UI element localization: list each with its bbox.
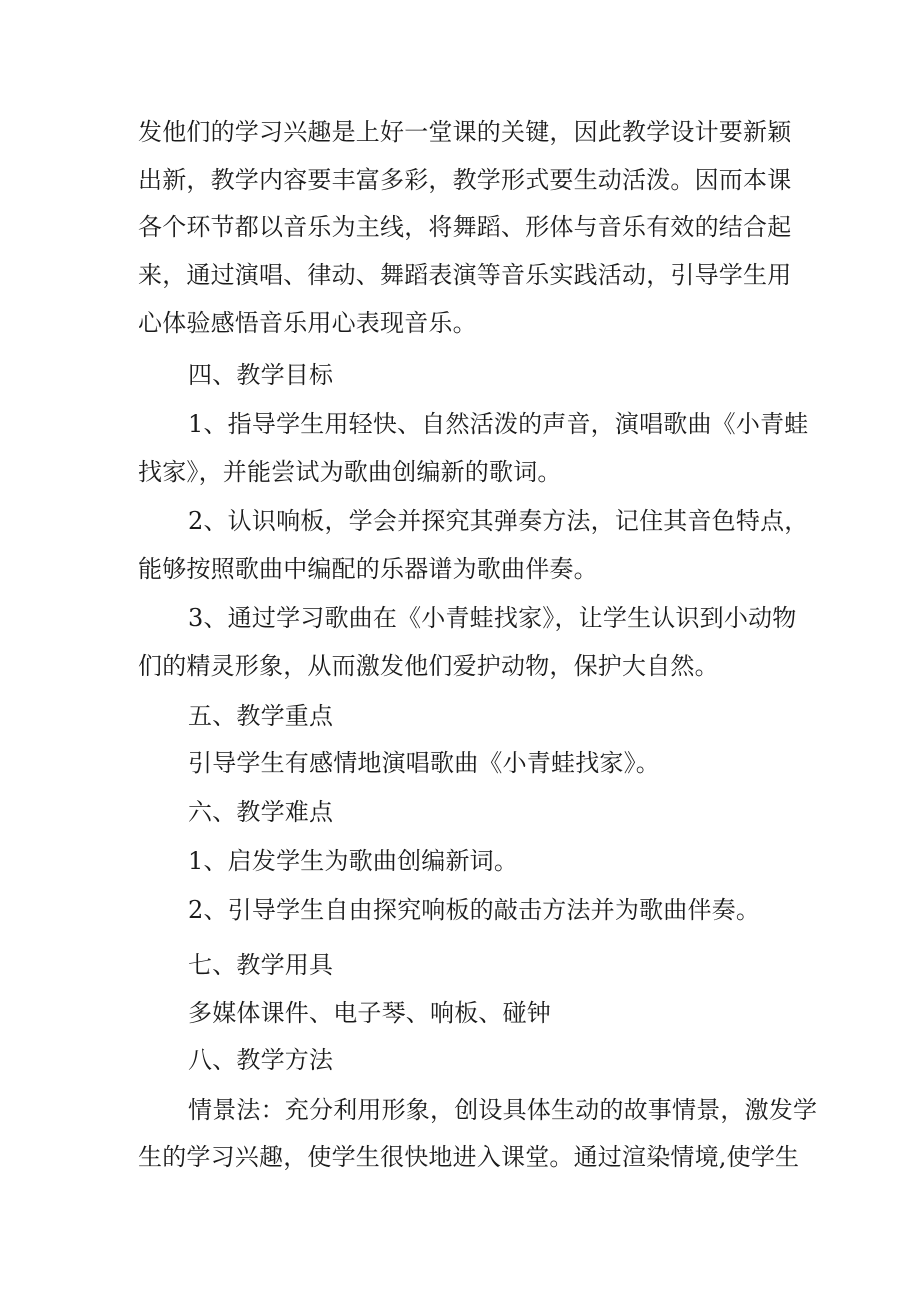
objective-3-line: 们的精灵形象，从而激发他们爱护动物，保护大自然。: [138, 652, 719, 680]
objective-1-line: 1、指导学生用轻快、自然活泼的声音，演唱歌曲《小青蛙: [188, 410, 809, 438]
methods-line: 生的学习兴趣，使学生很快地进入课堂。通过渲染情境,使学生: [138, 1143, 800, 1171]
paragraph-line: 出新，教学内容要丰富多彩，教学形式要生动活泼。因而本课: [138, 166, 792, 194]
section-heading-objectives: 四、教学目标: [188, 361, 334, 389]
paragraph-line: 发他们的学习兴趣是上好一堂课的关键，因此教学设计要新颖: [138, 118, 792, 146]
paragraph-line: 各个环节都以音乐为主线，将舞蹈、形体与音乐有效的结合起: [138, 213, 792, 241]
tools-text: 多媒体课件、电子琴、响板、碰钟: [188, 999, 551, 1027]
objective-2-line: 能够按照歌曲中编配的乐器谱为歌曲伴奏。: [138, 555, 598, 583]
paragraph-line: 来，通过演唱、律动、舞蹈表演等音乐实践活动，引导学生用: [138, 261, 792, 289]
section-heading-focus: 五、教学重点: [188, 702, 334, 730]
methods-line: 情景法：充分利用形象，创设具体生动的故事情景，激发学: [188, 1096, 818, 1124]
objective-1-line: 找家》，并能尝试为歌曲创编新的歌词。: [138, 458, 562, 486]
difficulty-item-2: 2、引导学生自由探究响板的敲击方法并为歌曲伴奏。: [188, 896, 761, 924]
objective-3-line: 3、通过学习歌曲在《小青蛙找家》，让学生认识到小动物: [188, 604, 797, 632]
focus-text: 引导学生有感情地演唱歌曲《小青蛙找家》。: [188, 749, 660, 777]
objective-2-line: 2、认识响板，学会并探究其弹奏方法，记住其音色特点，: [188, 507, 809, 535]
section-heading-difficulty: 六、教学难点: [188, 798, 334, 826]
section-heading-methods: 八、教学方法: [188, 1046, 334, 1074]
difficulty-item-1: 1、启发学生为歌曲创编新词。: [188, 847, 519, 875]
paragraph-line: 心体验感悟音乐用心表现音乐。: [138, 309, 477, 337]
section-heading-tools: 七、教学用具: [188, 951, 334, 979]
